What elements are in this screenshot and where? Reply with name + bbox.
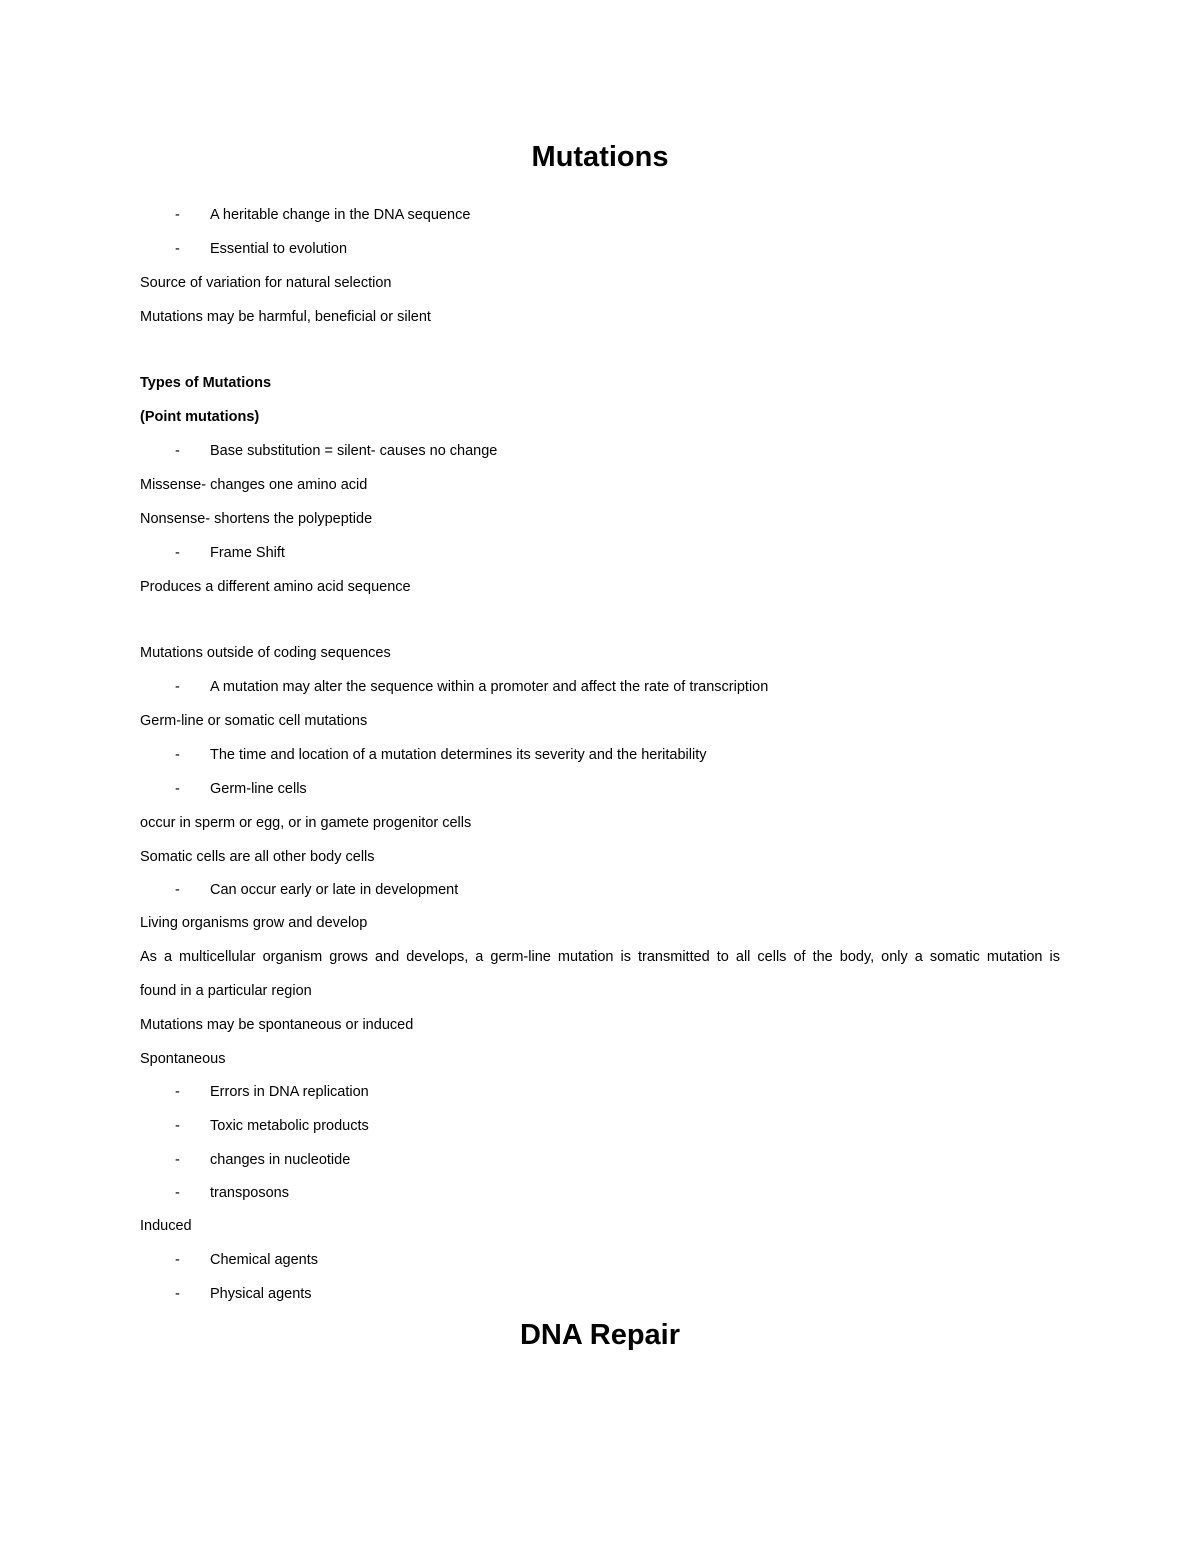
paragraph-line: Mutations may be spontaneous or induced: [140, 1017, 414, 1033]
section-heading: (Point mutations): [140, 409, 260, 425]
paragraph-line: Missense- changes one amino acid: [140, 477, 368, 493]
bullet-marker: -: [175, 1252, 180, 1268]
bullet-marker: -: [175, 1118, 180, 1134]
paragraph-line: Mutations may be harmful, beneficial or silent: [140, 309, 431, 325]
paragraph-line: Germ-line or somatic cell mutations: [140, 713, 368, 729]
paragraph-line: Mutations outside of coding sequences: [140, 645, 391, 661]
bullet-marker: -: [175, 1084, 180, 1100]
paragraph-line: found in a particular region: [140, 983, 312, 999]
paragraph-line: Source of variation for natural selection: [140, 275, 392, 291]
section-heading: Types of Mutations: [140, 375, 272, 391]
bullet-item: Base substitution = silent- causes no change: [210, 443, 498, 459]
page-title: Mutations: [531, 141, 669, 173]
bullet-item: Errors in DNA replication: [210, 1084, 369, 1100]
bullet-marker: -: [175, 882, 180, 898]
bullet-item: changes in nucleotide: [210, 1152, 351, 1168]
bullet-item: Can occur early or late in development: [210, 882, 459, 898]
bullet-item: Frame Shift: [210, 545, 285, 561]
bullet-marker: -: [175, 207, 180, 223]
bullet-marker: -: [175, 1185, 180, 1201]
bullet-item: transposons: [210, 1185, 289, 1201]
bullet-item: Germ-line cells: [210, 781, 307, 797]
bullet-marker: -: [175, 1286, 180, 1302]
bullet-marker: -: [175, 443, 180, 459]
section-title-dna-repair: DNA Repair: [519, 1319, 681, 1351]
bullet-item: Physical agents: [210, 1286, 312, 1302]
paragraph-line: Produces a different amino acid sequence: [140, 579, 411, 595]
paragraph-line: Induced: [140, 1218, 192, 1234]
bullet-item: A heritable change in the DNA sequence: [210, 207, 471, 223]
paragraph-line: Nonsense- shortens the polypeptide: [140, 511, 373, 527]
bullet-item: A mutation may alter the sequence within a promoter and affect the rate of transcription: [210, 679, 769, 695]
bullet-marker: -: [175, 241, 180, 257]
bullet-item: The time and location of a mutation determines its severity and the heritability: [210, 747, 707, 763]
bullet-marker: -: [175, 545, 180, 561]
paragraph-line: As a multicellular organism grows and develops, a germ-line mutation is transmitted to all cells of the body, only a somatic mutation is: [140, 949, 1060, 965]
bullet-marker: -: [175, 781, 180, 797]
paragraph-line: occur in sperm or egg, or in gamete progenitor cells: [140, 815, 472, 831]
paragraph-line: Somatic cells are all other body cells: [140, 849, 375, 865]
paragraph-line: Spontaneous: [140, 1051, 226, 1067]
bullet-item: Essential to evolution: [210, 241, 348, 257]
bullet-marker: -: [175, 679, 180, 695]
bullet-marker: -: [175, 747, 180, 763]
bullet-item: Toxic metabolic products: [210, 1118, 369, 1134]
bullet-marker: -: [175, 1152, 180, 1168]
paragraph-line: Living organisms grow and develop: [140, 915, 368, 931]
bullet-item: Chemical agents: [210, 1252, 318, 1268]
